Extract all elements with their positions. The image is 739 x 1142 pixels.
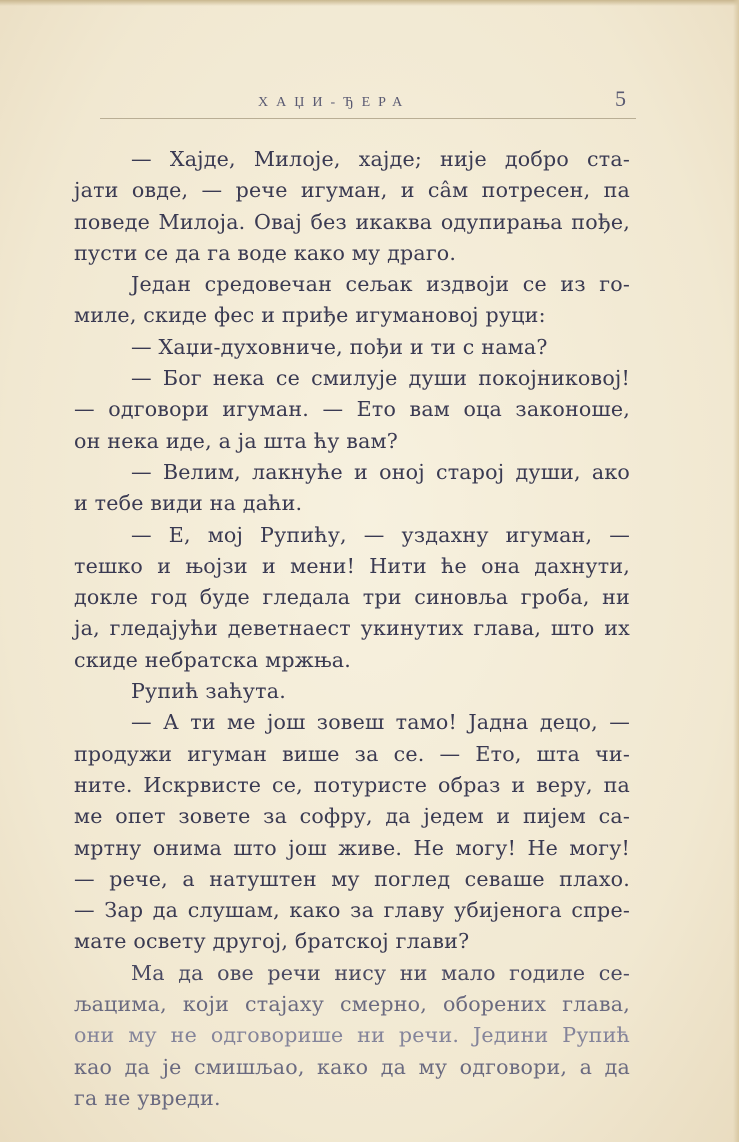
text-line: мате освету другој, братској глави? — [74, 929, 470, 954]
text-line: — Е, мој Рупићу, — уздахну игуман, — — [131, 522, 630, 547]
text-line: пусти се да га воде како му драго. — [74, 240, 457, 265]
text-line: тешко и њојзи и мени! Нити ће она дахнути, — [74, 553, 630, 578]
page-right-edge — [733, 0, 739, 1142]
text-line: као да је смишљао, како да му одговори, а да — [74, 1054, 630, 1079]
text-line: Ма да ове речи нису ни мало годиле се- — [131, 960, 630, 985]
page-number: 5 — [615, 86, 626, 111]
text-line: продужи игуман више за се. — Ето, шта чи- — [74, 741, 630, 766]
running-head: ХАЏИ-ЂЕРА — [258, 95, 411, 110]
body-text — [74, 144, 630, 1114]
header-rule — [100, 118, 636, 119]
text-line: они му не одговорише ни речи. Једини Рупић — [74, 1023, 630, 1048]
text-line: јати овде, — рече игуман, и сâм потресен, па — [74, 178, 630, 203]
text-line: ните. Искрвисте се, потуристе образ и веру, па — [74, 772, 630, 797]
text-line: ме опет зовете за софру, да једем и пијем са- — [74, 804, 630, 829]
text-line: — рече, а натуштен му поглед севаше плахо. — [74, 866, 630, 891]
text-line: — Хајде, Милоје, хајде; није добро ста- — [131, 147, 630, 171]
text-line: љацима, који стајаху смерно, оборених глава, — [74, 992, 630, 1017]
text-line: мртну онима што још живе. Не могу! Не могу! — [74, 835, 630, 860]
text-line: — одговори игуман. — Ето вам оца законоше, — [74, 397, 630, 422]
text-line: — Хаџи-духовниче, пођи и ти с нама? — [131, 334, 548, 359]
text-line: он нека иде, а ја шта ћу вам? — [74, 428, 399, 453]
text-line: и тебе види на даћи. — [74, 491, 303, 516]
text-line: га не увреди. — [74, 1085, 221, 1110]
text-line: поведе Милоја. Овај без икаква одупирања пође, — [74, 209, 630, 234]
page-top-edge — [0, 0, 739, 6]
text-line: Рупић заћута. — [131, 679, 286, 704]
text-line: Један средовечан сељак издвоји се из го- — [131, 272, 630, 297]
text-line: — Зар да слушам, како за главу убијенога спре- — [74, 898, 630, 923]
text-line: — Бог нека се смилује души покојниковој! — [131, 366, 630, 391]
text-line: — Велим, лакнуће и оној старој души, ако — [131, 459, 630, 484]
text-line: миле, скиде фес и приђе игумановој руци: — [74, 303, 546, 328]
text-line: докле год буде гледала три синовља гроба, ни — [74, 585, 630, 610]
text-line: скиде небратска мржња. — [74, 647, 352, 672]
text-line: — А ти ме још зовеш тамо! Јадна децо, — — [131, 710, 630, 735]
text-line: ја, гледајући деветнаест укинутих глава, што их — [74, 616, 630, 641]
